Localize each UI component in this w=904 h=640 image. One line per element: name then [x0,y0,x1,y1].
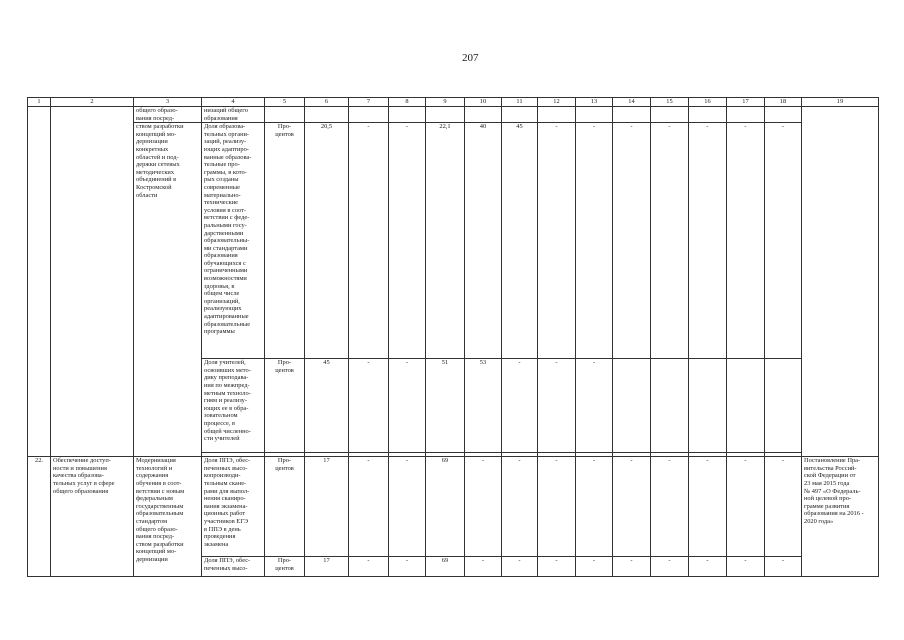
value-cell: 20,5 [305,123,349,359]
table-row [28,123,879,359]
basis-cell [802,107,879,457]
value-cell: - [651,457,689,557]
value-cell: - [765,457,802,557]
indicator-cell: Доля учителей, освоивших мето- дику преподава- ния по межпред- метным техноло- гиям и реализу- ющих ее в обра- зовательном процессе, в общей численно- сти учителей [202,359,265,453]
measure-cell: ством разработки концепций мо- дернизации конкретных областей и под- держки сетевых методических объединений в Костромской области [134,123,202,457]
value-cell: - [613,457,651,557]
value-cell: - [689,557,727,577]
value-cell: - [689,123,727,359]
value-cell: - [349,457,389,557]
value-cell: - [349,557,389,577]
value-cell: - [651,123,689,359]
value-cell: - [576,359,613,453]
column-number-row [28,98,879,107]
col-number: 18 [765,98,802,107]
value-cell: - [349,359,389,453]
value-cell: 51 [426,359,465,453]
col-number: 2 [51,98,134,107]
value-cell: - [389,557,426,577]
col-number: 14 [613,98,651,107]
value-cell: 17 [305,457,349,557]
measure-cell: Модернизация технологий и содержания обучения в соот- ветствии с новым федеральным государственным образовательным стандартом общего образо- вания посред- ством разработки концепций мо- дернизации [134,457,202,577]
value-cell: 69 [426,557,465,577]
value-cell: - [465,457,502,557]
col-number: 1 [28,98,51,107]
value-cell: - [613,557,651,577]
indicator-cell: низаций общего образования [202,107,265,123]
col-number: 16 [689,98,727,107]
unit-cell: Про- центов [265,557,305,577]
value-cell: 40 [465,123,502,359]
col-number: 8 [389,98,426,107]
value-cell: 53 [465,359,502,453]
value-cell: - [576,557,613,577]
col-number: 15 [651,98,689,107]
value-cell: - [727,557,765,577]
unit-cell: Про- центов [265,359,305,453]
value-cell: - [502,457,538,557]
row-number-cell: 22. [28,457,51,577]
col-number: 19 [802,98,879,107]
value-cell: - [465,557,502,577]
page-number: 207 [462,52,479,64]
col-number: 11 [502,98,538,107]
value-cell: - [576,457,613,557]
indicator-cell: Доля ППЭ, обес- печенных высо- копроизводи- тельным скане- рами для выпол- нения сканиро- вания экзамена- ционных работ участников ЕГЭ в ППЭ в день проведения экзамена [202,457,265,557]
task-cell: Обеспечение доступ- ности и повышения качества образова- тельных услуг в сфере общего образования [51,457,134,577]
value-cell: - [727,457,765,557]
col-number: 5 [265,98,305,107]
value-cell: - [651,557,689,577]
value-cell: - [502,359,538,453]
value-cell: - [502,557,538,577]
unit-cell: Про- центов [265,457,305,557]
measure-cell: общего образо- вания посред- [134,107,202,123]
value-cell: - [538,359,576,453]
col-number: 12 [538,98,576,107]
col-number: 3 [134,98,202,107]
col-number: 6 [305,98,349,107]
col-number: 10 [465,98,502,107]
indicator-cell: Доля ППЭ, обес- печенных высо- [202,557,265,577]
value-cell: - [727,123,765,359]
col-number: 4 [202,98,265,107]
value-cell: 17 [305,557,349,577]
basis-cell: Постановление Пра- вительства Россий- ской Федерации от 23 мая 2015 года № 497 «О Федераль- ной целевой про- грамме развития образования на 2016 - 2020 года» [802,457,879,577]
value-cell: 22,1 [426,123,465,359]
value-cell: - [349,123,389,359]
unit-cell: Про- центов [265,123,305,359]
col-number: 17 [727,98,765,107]
task-cell [51,107,134,457]
value-cell: - [389,359,426,453]
value-cell: - [765,123,802,359]
value-cell: 45 [305,359,349,453]
value-cell: - [613,123,651,359]
value-cell: - [689,457,727,557]
program-table [27,97,879,577]
value-cell: - [538,123,576,359]
value-cell: - [538,457,576,557]
value-cell: - [389,123,426,359]
table-row [28,457,879,557]
col-number: 13 [576,98,613,107]
col-number: 7 [349,98,389,107]
row-number-cell [28,107,51,457]
value-cell: 69 [426,457,465,557]
value-cell: - [765,557,802,577]
table-row [28,107,879,123]
value-cell: - [538,557,576,577]
value-cell: - [389,457,426,557]
value-cell: - [576,123,613,359]
indicator-cell: Доля образова- тельных органи- заций, реализу- ющих адаптиро- ванные образова- тельные про- граммы, в кото- рых созданы современные материально- технические условия в соот- ветствии с феде- ральными госу- дарственными образовательны- ми стандартами образования обучающихся с ограниченными возможностями здоровья, в общем числе организаций, реализующих адаптированные образовательные программы [202,123,265,359]
value-cell: 45 [502,123,538,359]
col-number: 9 [426,98,465,107]
